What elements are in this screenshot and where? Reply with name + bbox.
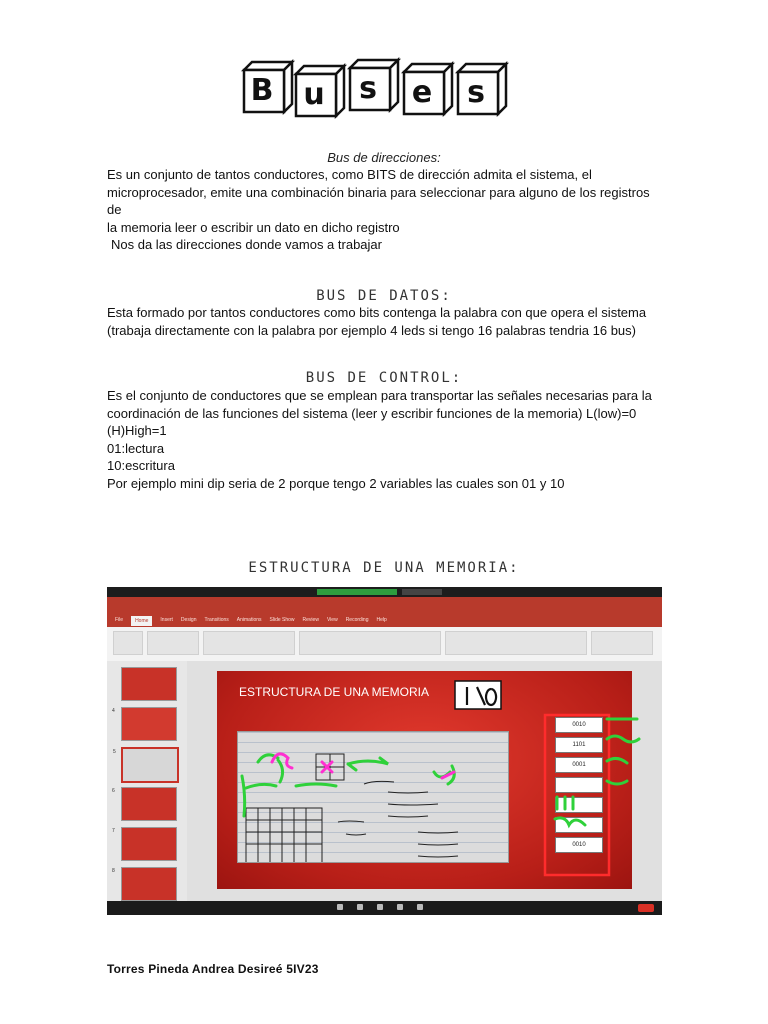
slide-canvas xyxy=(187,661,662,901)
control-heading: BUS DE CONTROL: xyxy=(305,370,463,386)
datos-paragraph xyxy=(107,304,667,339)
record-icon xyxy=(397,904,403,910)
thumb-number: 8 xyxy=(112,868,115,874)
title-letter: u xyxy=(303,76,325,112)
memoria-heading: ESTRUCTURA DE UNA MEMORIA: xyxy=(248,560,520,576)
ribbon-tab: Slide Show xyxy=(269,617,295,623)
title-letter: e xyxy=(411,74,433,110)
slides-group xyxy=(147,631,199,655)
annotation-1-0-icon xyxy=(449,679,509,713)
text-line: coordinación de las funciones del sistema (leer y escribir funciones de la memoria) L(low)=0 xyxy=(107,405,637,421)
meeting-banner xyxy=(317,589,397,595)
ribbon-tab-active: Home xyxy=(131,616,152,626)
text-line: microprocesador, emite una combinación binaria para seleccionar para alguno de los registros de xyxy=(107,184,650,217)
title-block-1 xyxy=(240,60,290,110)
slide-thumbnail xyxy=(121,667,177,701)
slide-thumbnails xyxy=(107,661,187,901)
reactions-icon xyxy=(417,904,423,910)
meeting-controls-bar xyxy=(107,901,662,915)
slide-thumbnail xyxy=(112,867,177,901)
green-annotation-icon xyxy=(603,711,662,881)
drawing-group xyxy=(445,631,587,655)
font-group xyxy=(203,631,295,655)
memory-cell: 1101 xyxy=(555,737,603,753)
text-line: la memoria leer o escribir un dato en dicho registro xyxy=(107,219,400,235)
memory-cell: 0010 xyxy=(555,837,603,853)
slide-thumbnail-selected xyxy=(113,747,179,783)
memory-diagram xyxy=(547,711,607,871)
control-paragraph xyxy=(107,387,667,492)
direcciones-heading: Bus de direcciones: xyxy=(327,150,441,165)
ribbon-tab: Animations xyxy=(236,617,262,623)
ribbon-tabs xyxy=(107,613,662,627)
thumb-number: 6 xyxy=(112,788,115,794)
ribbon-tab: Review xyxy=(302,617,319,623)
end-meeting-button xyxy=(638,904,654,912)
ribbon-tab: Recording xyxy=(345,617,369,623)
chat-icon xyxy=(357,904,363,910)
ribbon-tab: View xyxy=(326,617,338,623)
participants-icon xyxy=(337,904,343,910)
slide-thumbnail xyxy=(112,707,177,741)
text-line: Nos da las direcciones donde vamos a trabajar xyxy=(111,237,382,252)
paragraph-group xyxy=(299,631,441,655)
slide-thumbnail xyxy=(112,827,177,861)
thumb-number: 7 xyxy=(112,828,115,834)
powerpoint-screenshot xyxy=(107,587,662,915)
ribbon-tab: File xyxy=(115,617,124,623)
memory-cell: 0010 xyxy=(555,717,603,733)
text-line: (trabaja directamente con la palabra por ejemplo 4 leds si tengo 16 palabras tendria 16 bus) xyxy=(107,322,636,338)
thumb-number: 5 xyxy=(113,749,116,755)
datos-heading: BUS DE DATOS: xyxy=(316,288,452,304)
ribbon-tab: Help xyxy=(376,617,387,623)
memory-cell: 0001 xyxy=(555,757,603,773)
title-block-4 xyxy=(400,62,450,112)
title-letter: s xyxy=(359,70,377,106)
title-letter: s xyxy=(467,74,485,110)
title-block-2 xyxy=(292,64,342,114)
text-line: Por ejemplo mini dip seria de 2 porque tengo 2 variables las cuales son 01 y 10 xyxy=(107,475,565,491)
text-line: 01:lectura xyxy=(107,440,165,456)
text-line: Esta formado por tantos conductores como bits contenga la palabra con que opera el sistema xyxy=(107,305,647,320)
meeting-controls xyxy=(337,904,423,910)
ribbon xyxy=(107,627,662,662)
slide xyxy=(217,671,632,889)
powerpoint-titlebar xyxy=(107,597,662,613)
clipboard-group xyxy=(113,631,143,655)
slide-title: ESTRUCTURA DE UNA MEMORIA xyxy=(239,685,430,699)
meeting-topbar xyxy=(107,587,662,597)
ribbon-tab: Insert xyxy=(160,617,173,623)
text-line: Es el conjunto de conductores que se emplean para transportar las señales necesarias para la xyxy=(107,388,652,403)
text-line: 10:escritura xyxy=(107,458,175,473)
title-letter: B xyxy=(250,72,274,108)
text-line: (H)High=1 xyxy=(107,423,167,438)
ribbon-tab: Design xyxy=(180,617,197,623)
ribbon-tab: Transitions xyxy=(204,617,229,623)
author-name: Torres Pineda Andrea Desireé 5IV23 xyxy=(107,962,319,976)
slide-thumbnail xyxy=(112,787,177,821)
inline-annotation-icon xyxy=(547,791,607,841)
share-screen-icon xyxy=(377,904,383,910)
handwriting-icon xyxy=(238,732,508,862)
title-block-3 xyxy=(346,58,396,108)
thumb-number: 4 xyxy=(112,708,115,714)
direcciones-paragraph xyxy=(107,166,667,254)
title-block-5 xyxy=(454,62,504,112)
title-blocks xyxy=(240,50,510,116)
text-line: Es un conjunto de tantos conductores, como BITS de dirección admita el sistema, el xyxy=(107,167,592,182)
editing-group xyxy=(591,631,653,655)
notebook-photo xyxy=(237,731,509,863)
view-options-button xyxy=(402,589,442,595)
